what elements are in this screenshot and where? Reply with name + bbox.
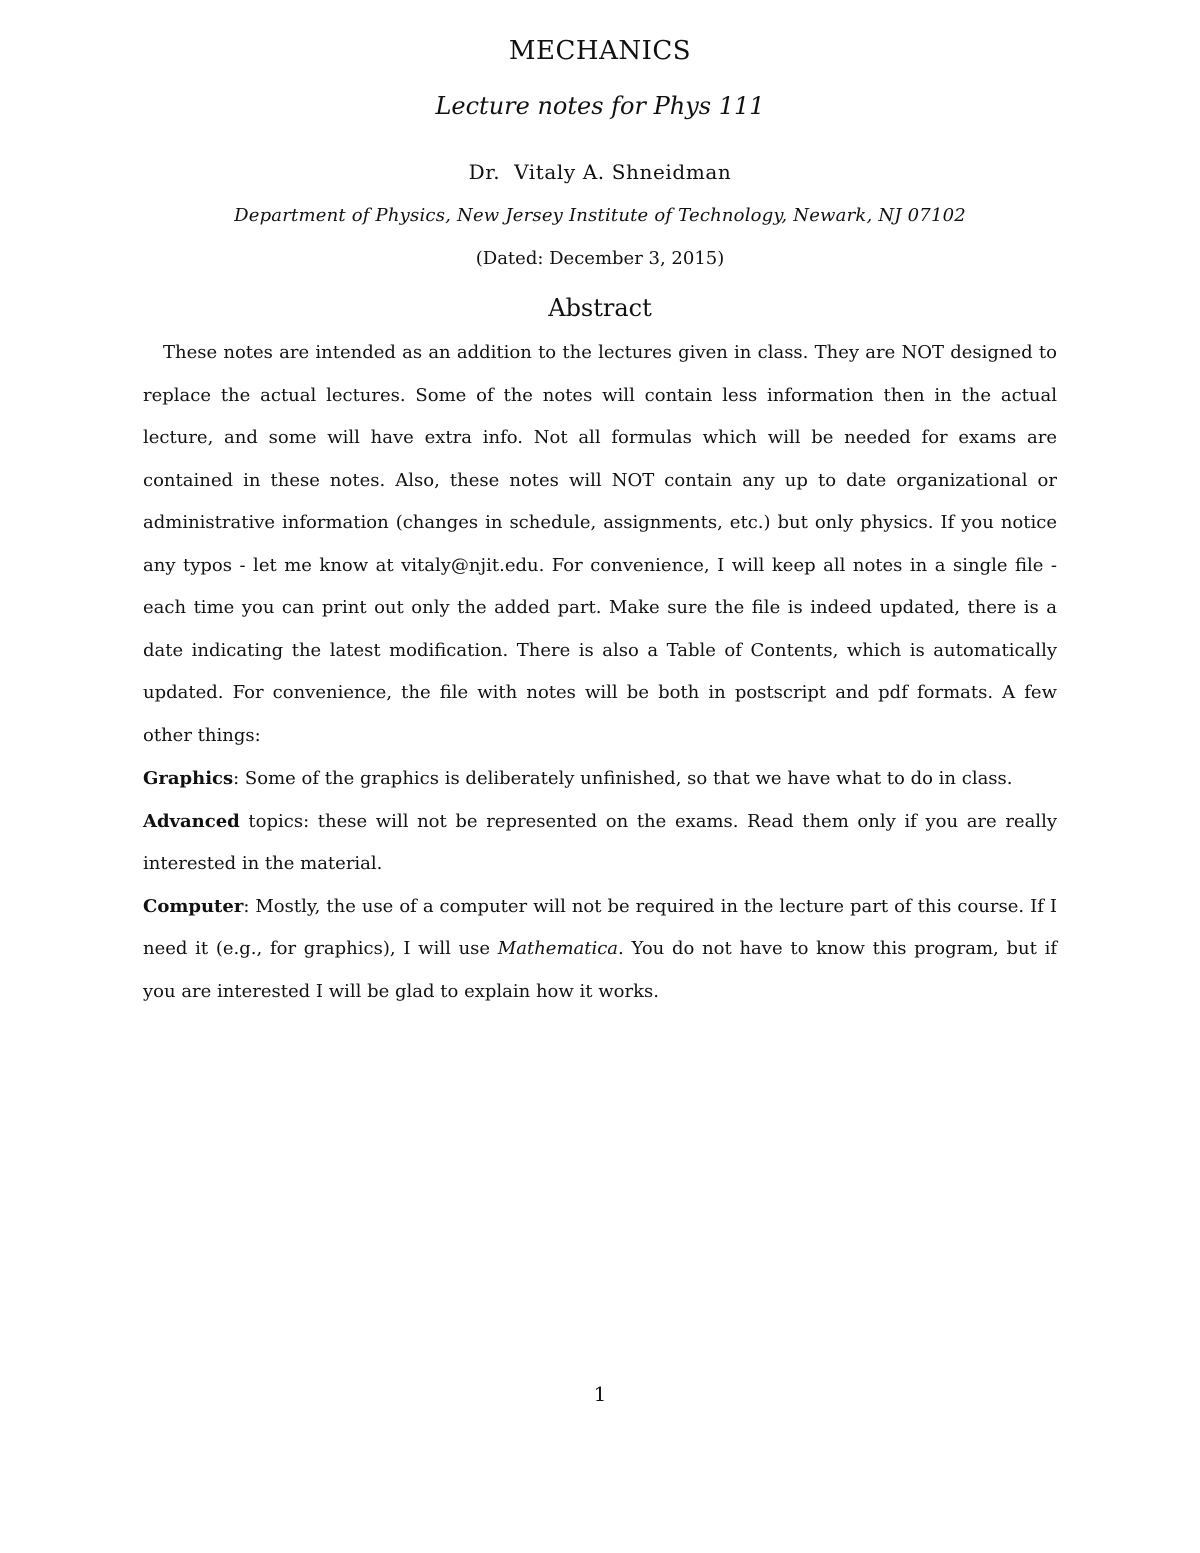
author-affiliation: Department of Physics, New Jersey Institute of Technology, Newark, NJ 07102 bbox=[234, 205, 966, 226]
abstract-heading: Abstract bbox=[548, 294, 652, 322]
abstract-intro-paragraph: These notes are intended as an addition to the lectures given in class. They are NOT designed to replace the actual lectures. Some of the notes will contain less information then in the actual lecture, and some will have extra info. Not all formulas which will be needed for exams are contained in these notes. Also, these notes will NOT contain any up to date organizational or administrative information (changes in schedule, assignments, etc.) but only physics. If you notice any typos - let me know at vitaly@njit.edu. For convenience, I will keep all notes in a single file - each time you can print out only the added part. Make sure the file is indeed updated, there is a date indicating the latest modification. There is also a Table of Contents, which is automatically updated. For convenience, the file with notes will be both in postscript and pdf formats. A few other things: bbox=[143, 342, 1057, 746]
mathematica-emphasis: Mathematica bbox=[497, 938, 619, 959]
computer-item bbox=[143, 886, 1063, 1014]
graphics-label: Graphics bbox=[143, 768, 234, 789]
computer-label: Computer bbox=[143, 895, 244, 917]
computer-text-before: : Mostly, the use of a computer will not be required in the lecture part of this course. If I need it (e.g., for graphics), I will use bbox=[143, 895, 1063, 959]
advanced-text: topics: these will not be represented on the exams. Read them only if you are really interested in the material. bbox=[143, 810, 1063, 874]
date-line: (Dated: December 3, 2015) bbox=[475, 248, 725, 269]
advanced-label: Advanced bbox=[143, 810, 240, 832]
computer-text-after: . You do not have to know this program, but if you are interested I will be glad to explain how it works. bbox=[143, 938, 1058, 1002]
advanced-item bbox=[143, 801, 1063, 886]
document-title: MECHANICS bbox=[508, 36, 692, 66]
abstract-items bbox=[143, 758, 1063, 1013]
document-subtitle: Lecture notes for Phys 111 bbox=[435, 92, 765, 120]
author-name: Dr. Vitaly A. Shneidman bbox=[468, 160, 732, 184]
page-number: 1 bbox=[593, 1382, 607, 1406]
graphics-item bbox=[143, 758, 1057, 801]
graphics-text: : Some of the graphics is deliberately unfinished, so that we have what to do in class. bbox=[233, 768, 1013, 789]
